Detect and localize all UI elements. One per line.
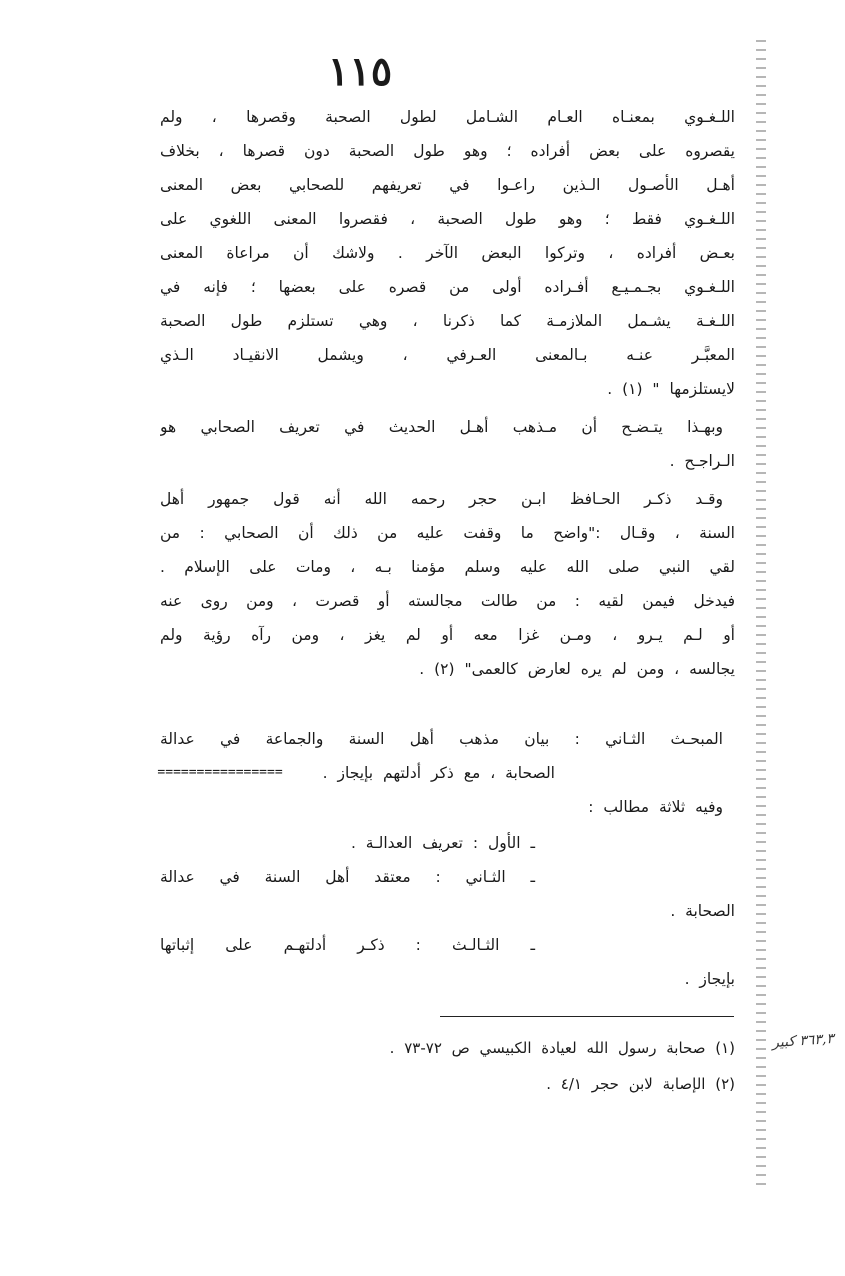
handwritten-margin-note: ٣٦٣,٣ كبير — [771, 1030, 835, 1052]
text-line: الـراجـح . — [669, 452, 735, 470]
section-item: ـ الأول : تعريف العدالـة . — [350, 834, 535, 852]
section-item-continuation: الصحابة . — [670, 902, 735, 920]
margin-scan-strip — [756, 40, 766, 1190]
paragraph-1 — [160, 100, 735, 406]
text-line: بعـض أفراده ، وتركوا البعض الآخر . ولاشك أن مراعاة المعنى — [160, 244, 735, 262]
footnote-divider — [440, 1016, 734, 1017]
text-line: اللـغـوي بمعنـاه العـام الشـامل لطول الصحبة وقصرها ، ولم — [160, 108, 735, 126]
text-line: السنة ، وقـال :"واضح ما وقفت عليه من ذلك أن الصحابي : من — [160, 524, 735, 542]
text-line: لقي النبي صلى الله عليه وسلم مؤمنا بـه ، ومات على الإسلام . — [160, 558, 735, 576]
text-line: يقصروه على بعض أفراده ؛ وهو طول الصحبة دون قصرها ، بخلاف — [160, 142, 735, 160]
text-line: اللـغـوي بجـمـيـع أفـراده أولى من قصره على بعضها ؛ فإنه في — [160, 278, 735, 296]
heading-underline: ================ — [157, 765, 283, 780]
text-line: وقـد ذكـر الحـافظ ابـن حجر رحمه الله أنه قول جمهور أهل — [160, 490, 723, 508]
section-heading-text: الصحابة ، مع ذكر أدلتهم بإيجاز . — [322, 764, 555, 782]
text-line: يجالسه ، ومن لم يره لعارض كالعمى" (٢) . — [419, 660, 735, 678]
section-intro: وفيه ثلاثة مطالب : — [588, 798, 723, 816]
section-items — [160, 826, 735, 996]
section-item: ـ الثـاني : معتقد أهل السنة في عدالة — [160, 868, 535, 886]
text-line: لايستلزمها " (١) . — [607, 380, 735, 398]
text-line: المعبَّـر عنـه بـالمعنى العـرفي ، ويشمل الانقيـاد الـذي — [160, 346, 735, 364]
paragraph-3 — [160, 482, 735, 686]
text-line: فيدخل فيمن لقيه : من طالت مجالسته أو قصرت ، ومن روى عنه — [160, 592, 735, 610]
page-number: ١١٥ — [327, 48, 393, 95]
text-line: أهـل الأصـول الـذين راعـوا في تعريفهم للصحابي بعض المعنى — [160, 176, 735, 194]
section-item: ـ الثـالـث : ذكـر أدلتهـم على إثباتها — [160, 936, 535, 954]
footnote-2: (٢) الإصابة لابن حجر ٤/١ . — [546, 1075, 735, 1093]
text-line: اللـغـة يشـمل الملازمـة كما ذكرنا ، وهي تستلزم طول الصحبة — [160, 312, 735, 330]
text-line: أو لـم يـرو ، ومـن غزا معه أو لم يغز ، ومن رآه رؤية ولم — [160, 626, 735, 644]
section-item-continuation: بإيجاز . — [684, 970, 735, 988]
footnote-1: (١) صحابة رسول الله لعيادة الكبيسي ص ٧٢-٧٣ . — [389, 1039, 735, 1057]
section-heading-line-2 — [157, 756, 735, 790]
text-line: وبهـذا يتـضـح أن مـذهب أهـل الحديث في تعريف الصحابي هو — [160, 418, 723, 436]
section-heading — [157, 722, 735, 824]
text-line: اللـغـوي فقط ؛ وهو طول الصحبة ، فقصروا المعنى اللغوي على — [160, 210, 735, 228]
footnotes — [260, 1030, 735, 1102]
section-heading-line: المبحـث الثـاني : بيان مذهب أهل السنة والجماعة في عدالة — [160, 730, 723, 748]
paragraph-2 — [160, 410, 735, 478]
